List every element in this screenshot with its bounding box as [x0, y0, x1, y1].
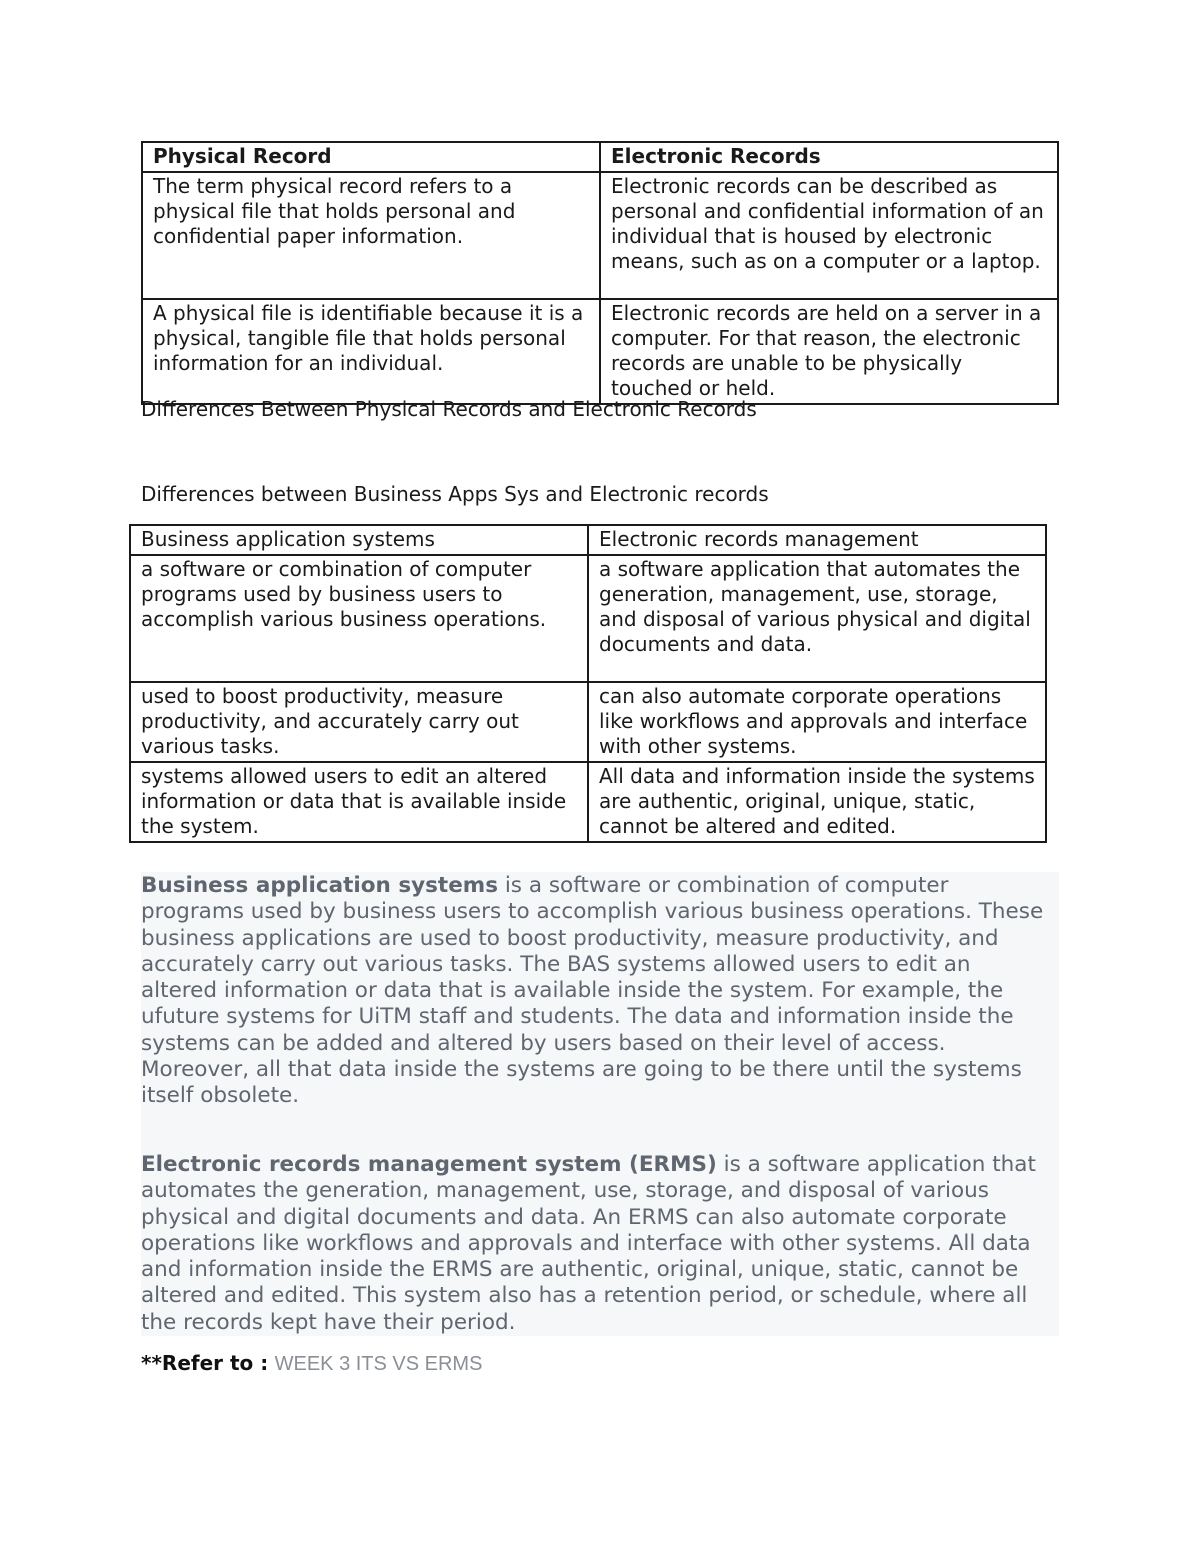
table-cell: used to boost productivity, measure productivity, and accurately carry out various tasks. [130, 682, 588, 762]
table-cell: Electronic records can be described as personal and confidential information of an individual that is housed by electronic means, such as on a computer or a laptop. [600, 172, 1058, 299]
table-row [130, 555, 1046, 682]
table-row [142, 172, 1058, 299]
table2-title: Differences between Business Apps Sys and Electronic records [141, 482, 769, 506]
table-cell: a software application that automates the generation, management, use, storage, and disposal of various physical and digital documents and data. [588, 555, 1046, 682]
table-row [142, 299, 1058, 404]
table-cell: can also automate corporate operations like workflows and approvals and interface with other systems. [588, 682, 1046, 762]
bas-term: Business application systems [141, 873, 498, 898]
refer-to-line [141, 1350, 482, 1377]
header-electronic-records: Electronic Records [600, 142, 1058, 172]
table-header-row [130, 525, 1046, 555]
erms-paragraph [141, 1152, 1046, 1336]
bas-paragraph [141, 873, 1046, 1110]
table-cell: a software or combination of computer programs used by business users to accomplish various business operations. [130, 555, 588, 682]
table-cell: systems allowed users to edit an altered information or data that is available inside the system. [130, 762, 588, 842]
header-business-application-systems: Business application systems [130, 525, 588, 555]
bas-vs-erm-table [129, 524, 1047, 843]
erms-term: Electronic records management system (ERMS) [141, 1152, 717, 1177]
table-cell: The term physical record refers to a physical file that holds personal and confidential paper information. [142, 172, 600, 299]
erms-text: is a software application that automates the generation, management, use, storage, and disposal of various physical and digital documents and data. An ERMS can also automate corporate operations like workflows and approvals and interface with other systems. All data and information inside the ERMS are authentic, original, unique, static, cannot be altered and edited. This system also has a retention period, or schedule, where all the records kept have their period. [141, 1152, 1036, 1335]
physical-vs-electronic-table [141, 141, 1059, 405]
table-cell: Electronic records are held on a server in a computer. For that reason, the electronic records are unable to be physically touched or held. [600, 299, 1058, 404]
header-physical-record: Physical Record [142, 142, 600, 172]
table-row [130, 682, 1046, 762]
refer-link[interactable]: WEEK 3 ITS VS ERMS [274, 1353, 483, 1375]
bas-text: is a software or combination of computer programs used by business users to accomplish various business operations. These business applications are used to boost productivity, measure productivity, and accurately carry out various tasks. The BAS systems allowed users to edit an altered information or data that is available inside the system. For example, the ufuture systems for UiTM staff and students. The data and information inside the systems can be added and altered by users based on their level of access. Moreover, all that data inside the systems are going to be there until the systems itself obsolete. [141, 873, 1044, 1109]
refer-label: **Refer to : [141, 1351, 269, 1375]
header-electronic-records-management: Electronic records management [588, 525, 1046, 555]
table-row [130, 762, 1046, 842]
table-header-row [142, 142, 1058, 172]
table-cell: All data and information inside the systems are authentic, original, unique, static, cannot be altered and edited. [588, 762, 1046, 842]
table-cell: A physical file is identifiable because it is a physical, tangible file that holds personal information for an individual. [142, 299, 600, 404]
table1-caption: Differences Between Physical Records and Electronic Records [141, 397, 757, 421]
